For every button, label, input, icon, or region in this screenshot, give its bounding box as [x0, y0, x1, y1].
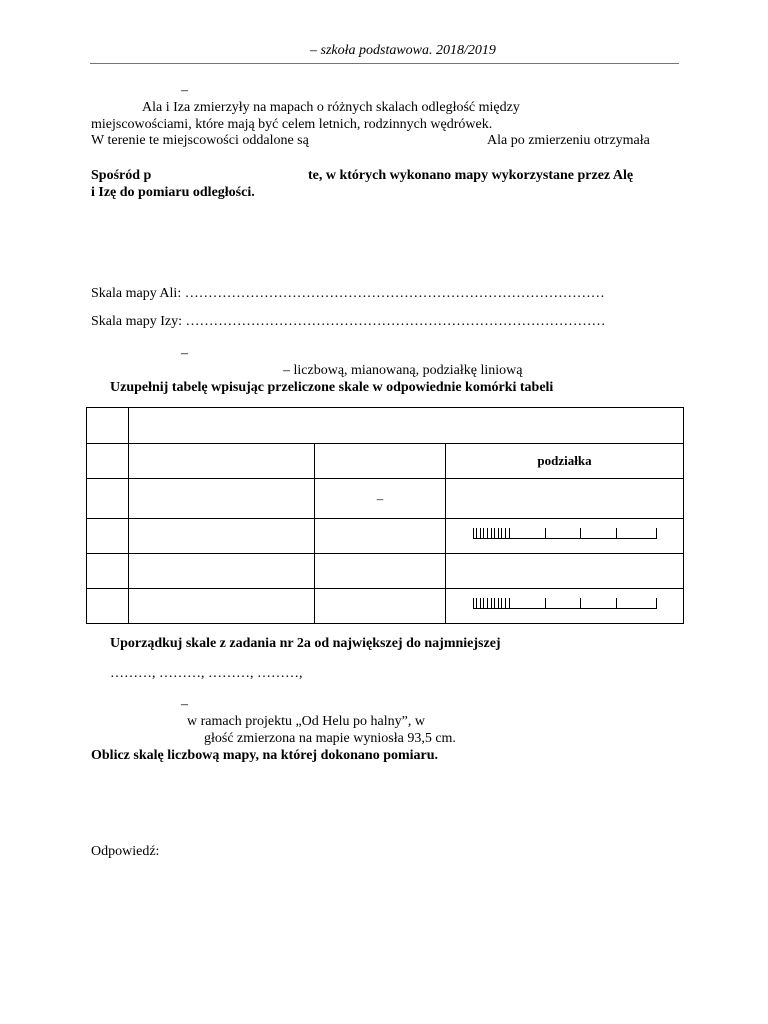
- ruler-tick: [509, 598, 510, 609]
- table-row: [87, 479, 684, 519]
- ruler-tick: [545, 528, 546, 539]
- table-cell[interactable]: [129, 554, 315, 589]
- task1-line2: miejscowościami, które mają być celem letnich, rodzinnych wędrówek.: [91, 117, 493, 132]
- table-cell[interactable]: [87, 589, 129, 624]
- task1-line3-left: W terenie te miejscowości oddalone są: [91, 133, 309, 148]
- ruler-tick: [616, 598, 617, 609]
- ruler-tick: [473, 528, 474, 539]
- task1-dash: –: [181, 83, 188, 98]
- ruler-tick: [480, 528, 481, 539]
- table-cell[interactable]: [315, 444, 446, 479]
- scale-ala-field[interactable]: Skala mapy Ali: ………………………………………………………………………………: [91, 286, 605, 301]
- linear-scale-ruler: [473, 527, 657, 541]
- task1-line1: Ala i Iza zmierzyły na mapach o różnych skalach odległość między: [142, 100, 520, 115]
- ruler-tick: [483, 528, 484, 539]
- order-instruction: Uporządkuj skale z zadania nr 2a od największej do najmniejszej: [110, 636, 501, 651]
- table-cell[interactable]: [87, 479, 129, 519]
- task1-question-left: Spośród p: [91, 168, 152, 183]
- scales-table: [86, 407, 684, 624]
- ruler-tick: [476, 528, 477, 539]
- table-cell[interactable]: [315, 519, 446, 554]
- task1-question-right: te, w których wykonano mapy wykorzystane przez Alę: [308, 168, 634, 183]
- ruler-tick: [498, 598, 499, 609]
- header-podzialka: podziałka: [446, 444, 684, 479]
- ruler-tick: [487, 528, 488, 539]
- ruler-baseline: [473, 608, 657, 609]
- table-cell[interactable]: [315, 554, 446, 589]
- task1-question-line2: i Izę do pomiaru odległości.: [91, 185, 255, 200]
- table-cell[interactable]: [129, 479, 315, 519]
- task2-dash: –: [181, 346, 188, 361]
- table-row: [87, 444, 684, 479]
- linear-scale-ruler: [473, 597, 657, 611]
- task3-line2: głość zmierzona na mapie wyniosła 93,5 cm.: [204, 731, 456, 746]
- table-cell[interactable]: [87, 408, 129, 444]
- scale-iza-field[interactable]: Skala mapy Izy: ………………………………………………………………………………: [91, 314, 606, 329]
- ruler-tick: [656, 528, 657, 539]
- answer-label: Odpowiedź:: [91, 844, 160, 859]
- ruler-tick: [545, 598, 546, 609]
- ruler-tick: [501, 528, 502, 539]
- ruler-tick: [487, 598, 488, 609]
- order-blanks-field[interactable]: ………, ………, ………, ………,: [110, 666, 303, 681]
- table-row: [87, 589, 684, 624]
- table-cell[interactable]: [129, 444, 315, 479]
- ruler-tick: [656, 598, 657, 609]
- task3-line1: w ramach projektu „Od Helu po halny”, w: [187, 714, 425, 729]
- ruler-tick: [473, 598, 474, 609]
- table-cell[interactable]: [129, 408, 684, 444]
- table-cell[interactable]: [87, 519, 129, 554]
- ruler-baseline: [473, 538, 657, 539]
- table-cell[interactable]: [446, 589, 684, 624]
- table-cell[interactable]: [129, 519, 315, 554]
- header-title: – szkoła podstawowa. 2018/2019: [310, 43, 496, 58]
- table-cell[interactable]: [87, 554, 129, 589]
- header-rule: [90, 63, 679, 64]
- ruler-tick: [491, 528, 492, 539]
- task2-scale-types: – liczbową, mianowaną, podziałkę liniową: [283, 363, 523, 378]
- ruler-tick: [505, 598, 506, 609]
- task3-dash: –: [181, 697, 188, 712]
- table-cell[interactable]: [446, 479, 684, 519]
- table-cell[interactable]: [129, 589, 315, 624]
- ruler-tick: [480, 598, 481, 609]
- task1-line3-right: Ala po zmierzeniu otrzymała: [487, 133, 650, 148]
- table-row: [87, 554, 684, 589]
- table-row: [87, 519, 684, 554]
- ruler-tick: [491, 598, 492, 609]
- ruler-tick: [509, 528, 510, 539]
- ruler-tick: [505, 528, 506, 539]
- ruler-tick: [494, 528, 495, 539]
- ruler-tick: [494, 598, 495, 609]
- table-cell[interactable]: [446, 554, 684, 589]
- table-cell-dash: –: [315, 479, 446, 519]
- ruler-tick: [580, 598, 581, 609]
- task2-instruction: Uzupełnij tabelę wpisując przeliczone skale w odpowiednie komórki tabeli: [110, 380, 554, 395]
- table-cell[interactable]: [446, 519, 684, 554]
- ruler-tick: [616, 528, 617, 539]
- ruler-tick: [483, 598, 484, 609]
- table-cell[interactable]: [87, 444, 129, 479]
- table-cell[interactable]: [315, 589, 446, 624]
- table-row: [87, 408, 684, 444]
- task3-question: Oblicz skalę liczbową mapy, na której dokonano pomiaru.: [91, 748, 439, 763]
- ruler-tick: [580, 528, 581, 539]
- ruler-tick: [476, 598, 477, 609]
- ruler-tick: [498, 528, 499, 539]
- ruler-tick: [501, 598, 502, 609]
